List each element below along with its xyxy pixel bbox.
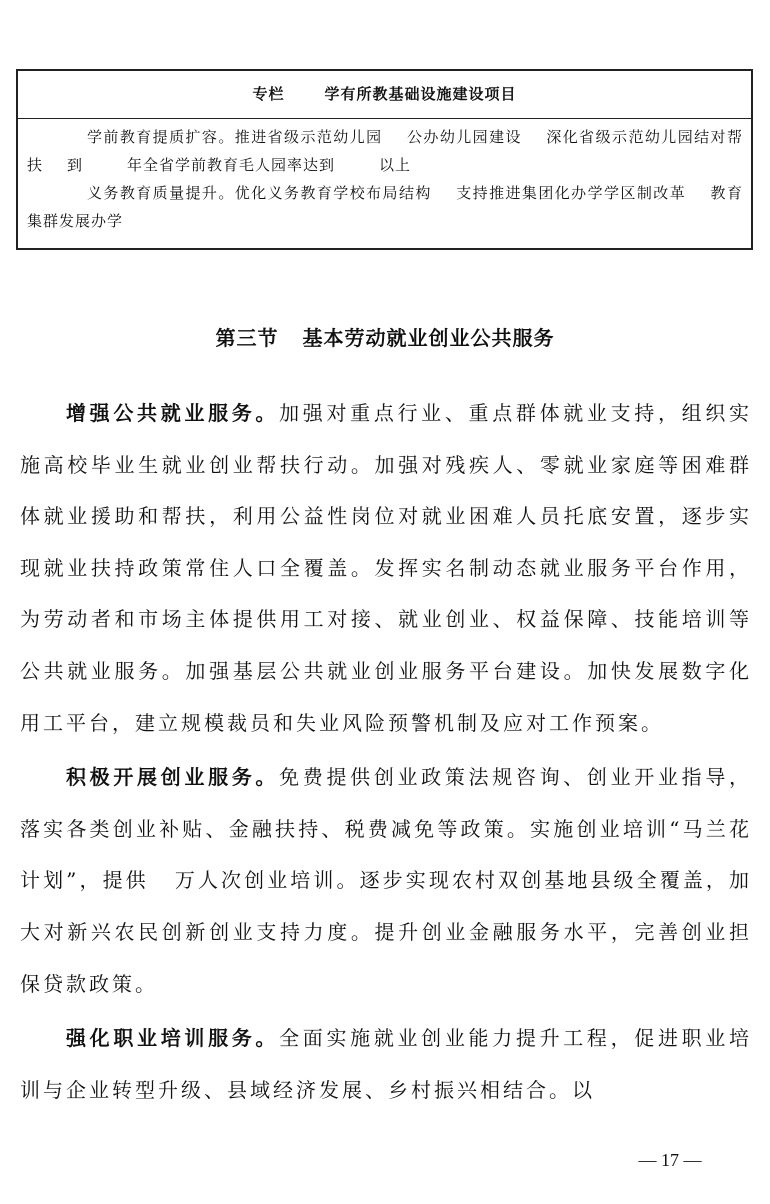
item-part: 年全省学前教育毛人园率达到 <box>127 156 336 174</box>
section-heading <box>0 322 770 351</box>
paragraph <box>20 388 752 749</box>
feature-box-body <box>18 119 751 235</box>
item-part: 推进省级示范幼儿园 <box>234 128 383 146</box>
section-title: 基本劳动就业创业公共服务 <box>302 326 555 350</box>
feature-box-title: 学有所教基础设施建设项目 <box>324 85 517 103</box>
feature-box-label: 专栏 <box>252 85 285 103</box>
item-lead: 义务教育质量提升。 <box>87 184 235 202</box>
section-number: 第三节 <box>215 326 279 350</box>
feature-box-item <box>27 179 743 235</box>
feature-box-header <box>18 71 751 119</box>
paragraph-text: 万人次创业培训。逐步实现农村双创基地县级全覆盖，加大对新兴农民创新创业支持力度。提升创业金融服务水平，完善创业担保贷款政策。 <box>20 868 752 996</box>
item-part: 优化义务教育学校布局结构 <box>234 184 432 202</box>
item-part: 以上 <box>379 156 412 174</box>
item-lead: 学前教育提质扩容。 <box>87 128 235 146</box>
paragraph-text: 加强对重点行业、重点群体就业支持，组织实施高校毕业生就业创业帮扶行动。加强对残疾人、零就业家庭等困难群体就业援助和帮扶，利用公益性岗位对就业困难人员托底安置，逐步实现就业扶持政策常住人口全覆盖。发挥实名制动态就业服务平台作用，为劳动者和市场主体提供用工对接、就业创业、权益保障、技能培训等公共就业服务。加强基层公共就业创业服务平台建设。加快发展数字化用工平台，建立规模裁员和失业风险预警机制及应对工作预案。 <box>20 401 753 735</box>
item-part: 公办幼儿园建设 <box>406 128 522 146</box>
page-number: — 17 — <box>638 1150 702 1170</box>
item-part: 到 <box>67 156 84 174</box>
item-part: 学区制改革 <box>604 184 687 202</box>
paragraph-lead: 积极开展创业服务。 <box>66 765 280 790</box>
paragraph-lead: 强化职业培训服务。 <box>66 1026 280 1051</box>
body-text <box>20 388 752 1116</box>
item-part: 深化省级示范幼儿园结对帮扶 <box>27 128 743 174</box>
paragraph-text: 全面实施就业创业能力提升工程，促进职业培训与企业转型升级、县域经济发展、乡村振兴相结合。以 <box>20 1026 753 1102</box>
item-part: 教育集群发展办学 <box>27 184 743 230</box>
paragraph-lead: 增强公共就业服务。 <box>66 401 280 425</box>
item-part: 支持推进集团化办学 <box>455 184 605 202</box>
feature-box <box>16 69 753 250</box>
feature-box-item <box>27 123 743 179</box>
paragraph-text: 免费提供创业政策法规咨询、创业开业指导，落实各类创业补贴、金融扶持、税费减免等政策。实施创业培训“马兰花计划”，提供 <box>20 765 753 893</box>
paragraph <box>20 752 752 1010</box>
paragraph <box>20 1013 752 1116</box>
